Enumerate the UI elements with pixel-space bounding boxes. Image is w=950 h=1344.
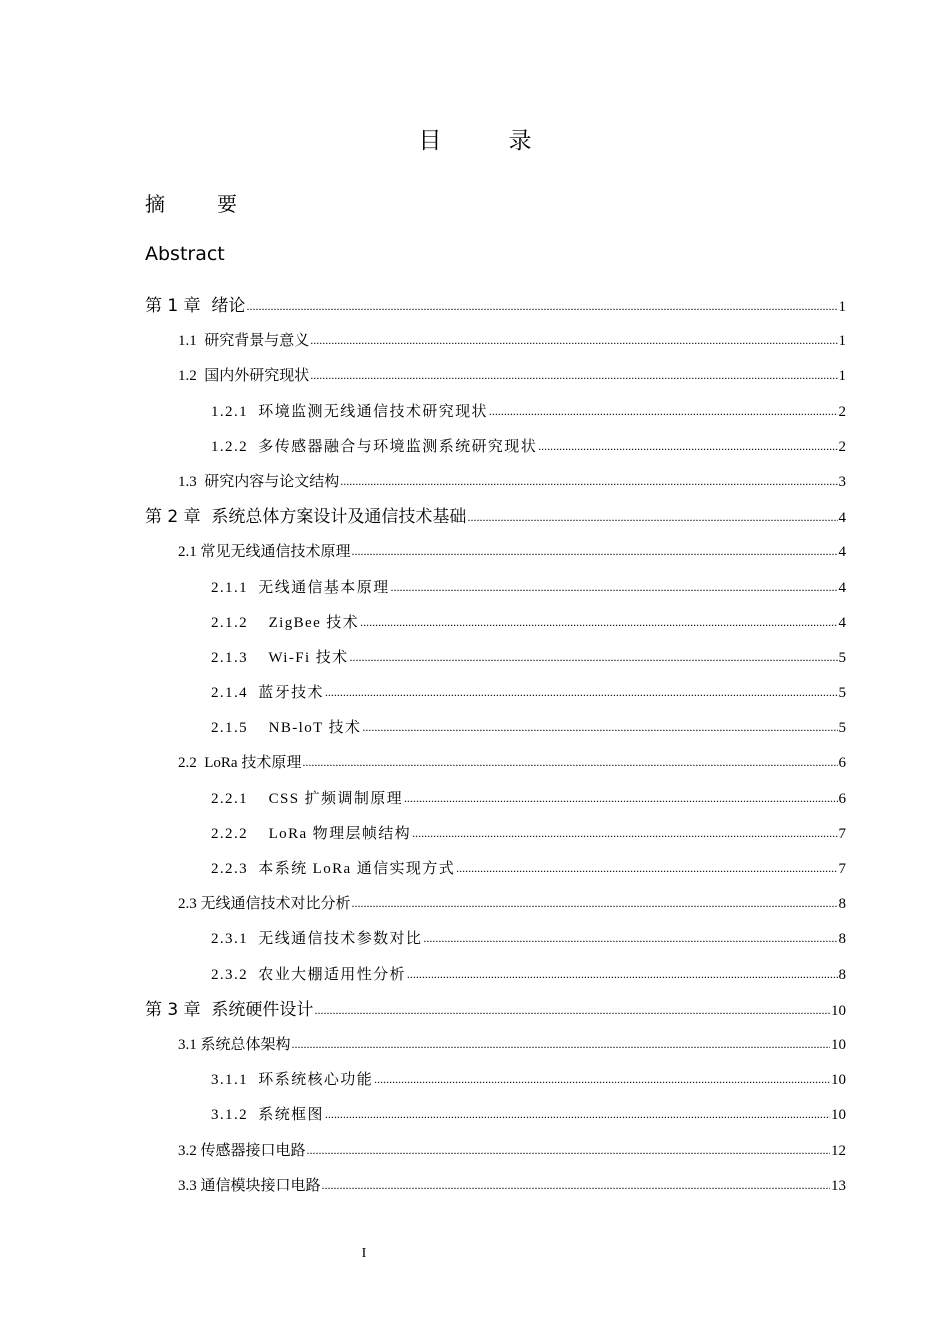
toc-entry[interactable] xyxy=(145,571,846,606)
toc-entry-label: 1.3 研究内容与论文结构 xyxy=(178,473,340,490)
toc-dot-leader xyxy=(302,745,837,780)
toc-entry-page: 12 xyxy=(831,1142,846,1159)
toc-entry-label: 2.1 常见无线通信技术原理 xyxy=(178,544,351,561)
toc-entry-page: 7 xyxy=(838,861,846,877)
toc-entry[interactable] xyxy=(145,535,846,570)
toc-entry-page: 7 xyxy=(838,825,846,842)
toc-entry-label: 2.3 无线通信技术对比分析 xyxy=(178,896,351,913)
toc-entry-label: 2.2 LoRa 技术原理 xyxy=(178,755,302,772)
toc-entry-page: 4 xyxy=(838,510,846,527)
toc-entry-label: 第 1 章 绪论 xyxy=(145,296,246,316)
toc-entry[interactable] xyxy=(145,641,846,676)
toc-entry[interactable] xyxy=(145,430,846,465)
toc-entry-label: 2.1.4 蓝牙技术 xyxy=(211,685,324,702)
toc-entry-page: 8 xyxy=(838,931,846,948)
toc-entry-page: 1 xyxy=(838,333,846,350)
toc-entry[interactable] xyxy=(145,289,846,324)
toc-dot-leader xyxy=(340,464,837,499)
toc-entry-page: 5 xyxy=(838,685,846,702)
toc-entry-label: 1.2.1 环境监测无线通信技术研究现状 xyxy=(211,403,488,420)
toc-entry[interactable] xyxy=(145,817,846,852)
toc-entry-label: 1.2 国内外研究现状 xyxy=(178,368,310,385)
toc-title: 目 录 xyxy=(418,128,554,154)
toc-entry[interactable] xyxy=(145,958,846,993)
toc-entry-page: 5 xyxy=(838,720,846,737)
toc-entry[interactable] xyxy=(145,852,846,887)
toc-entry-page: 2 xyxy=(838,438,846,455)
page-number: I xyxy=(361,1246,367,1261)
toc-entry-label: 2.2.2 LoRa 物理层帧结构 xyxy=(211,825,412,842)
toc-dot-leader xyxy=(325,1097,830,1132)
toc-entry[interactable] xyxy=(145,922,846,957)
toc-entry[interactable] xyxy=(145,1134,846,1169)
toc-list xyxy=(145,289,846,1204)
toc-entry-page: 1 xyxy=(838,368,846,385)
toc-entry-label: 2.1.5 NB-loT 技术 xyxy=(211,720,362,737)
toc-entry-label: 2.2.1 CSS 扩频调制原理 xyxy=(211,790,404,807)
toc-dot-leader xyxy=(352,886,838,921)
toc-entry-page: 5 xyxy=(838,649,846,666)
toc-entry-page: 4 xyxy=(838,579,846,596)
toc-entry[interactable] xyxy=(145,711,846,746)
toc-dot-leader xyxy=(352,534,838,569)
toc-entry-page: 10 xyxy=(831,1036,846,1053)
toc-entry[interactable] xyxy=(145,887,846,922)
toc-entry-page: 2 xyxy=(838,403,846,420)
toc-entry-label: 3.2 传感器接口电路 xyxy=(178,1142,306,1159)
toc-dot-leader xyxy=(310,358,837,393)
toc-entry-page: 10 xyxy=(831,1002,846,1019)
toc-entry-label: 2.1.2 ZigBee 技术 xyxy=(211,614,360,631)
toc-entry-label: 2.1.1 无线通信基本原理 xyxy=(211,579,390,596)
toc-entry[interactable] xyxy=(145,676,846,711)
toc-entry-label: 3.1.2 系统框图 xyxy=(211,1107,324,1124)
toc-dot-leader xyxy=(314,992,830,1028)
toc-dot-leader xyxy=(456,851,837,886)
toc-entry[interactable] xyxy=(145,465,846,500)
toc-entry[interactable] xyxy=(145,746,846,781)
toc-entry[interactable] xyxy=(145,993,846,1028)
toc-dot-leader xyxy=(325,675,838,710)
toc-entry-label: 第 3 章 系统硬件设计 xyxy=(145,999,314,1020)
toc-dot-leader xyxy=(489,394,838,429)
toc-entry-label: 2.2.3 本系统 LoRa 通信实现方式 xyxy=(211,861,456,877)
toc-entry[interactable] xyxy=(145,1169,846,1204)
toc-entry[interactable] xyxy=(145,359,846,394)
toc-entry-page: 13 xyxy=(831,1177,846,1194)
toc-entry-label: 2.3.2 农业大棚适用性分析 xyxy=(211,966,406,983)
toc-entry[interactable] xyxy=(145,1098,846,1133)
toc-dot-leader xyxy=(307,1133,830,1168)
toc-dot-leader xyxy=(246,288,837,324)
toc-dot-leader xyxy=(350,640,838,675)
toc-dot-leader xyxy=(360,605,837,640)
toc-dot-leader xyxy=(322,1168,830,1203)
toc-entry-page: 6 xyxy=(838,790,846,807)
toc-entry[interactable] xyxy=(145,500,846,535)
toc-dot-leader xyxy=(538,429,837,464)
toc-dot-leader xyxy=(404,781,837,816)
toc-entry-page: 4 xyxy=(838,544,846,561)
toc-entry-page: 10 xyxy=(831,1072,846,1089)
toc-entry-page: 6 xyxy=(838,755,846,772)
toc-entry-label: 2.1.3 Wi-Fi 技术 xyxy=(211,649,349,666)
toc-entry-page: 1 xyxy=(838,299,846,315)
toc-entry-label: 第 2 章 系统总体方案设计及通信技术基础 xyxy=(145,507,467,528)
toc-dot-leader xyxy=(412,816,837,851)
toc-abstract-en[interactable]: Abstract xyxy=(145,243,225,265)
toc-dot-leader xyxy=(310,323,837,358)
toc-entry[interactable] xyxy=(145,782,846,817)
toc-entry-label: 3.1 系统总体架构 xyxy=(178,1036,291,1053)
toc-entry-page: 8 xyxy=(838,896,846,913)
toc-entry-label: 1.2.2 多传感器融合与环境监测系统研究现状 xyxy=(211,438,538,455)
toc-dot-leader xyxy=(292,1027,830,1062)
toc-entry-label: 3.3 通信模块接口电路 xyxy=(178,1177,321,1194)
toc-entry-label: 2.3.1 无线通信技术参数对比 xyxy=(211,931,423,948)
toc-dot-leader xyxy=(407,957,838,992)
toc-entry[interactable] xyxy=(145,1028,846,1063)
toc-entry-page: 3 xyxy=(838,473,846,490)
toc-entry-label: 3.1.1 环系统核心功能 xyxy=(211,1072,374,1089)
toc-entry[interactable] xyxy=(145,324,846,359)
toc-dot-leader xyxy=(374,1062,830,1097)
toc-entry-label: 1.1 研究背景与意义 xyxy=(178,333,310,350)
toc-dot-leader xyxy=(467,499,837,535)
toc-entry-page: 4 xyxy=(838,614,846,631)
toc-entry[interactable] xyxy=(145,1063,846,1098)
toc-entry-page: 10 xyxy=(831,1107,846,1124)
toc-abstract-zh[interactable]: 摘 要 xyxy=(145,192,253,216)
toc-entry-page: 8 xyxy=(838,966,846,983)
toc-entry[interactable] xyxy=(145,395,846,430)
toc-dot-leader xyxy=(362,710,837,745)
toc-dot-leader xyxy=(423,921,837,956)
toc-entry[interactable] xyxy=(145,606,846,641)
toc-dot-leader xyxy=(391,570,838,605)
